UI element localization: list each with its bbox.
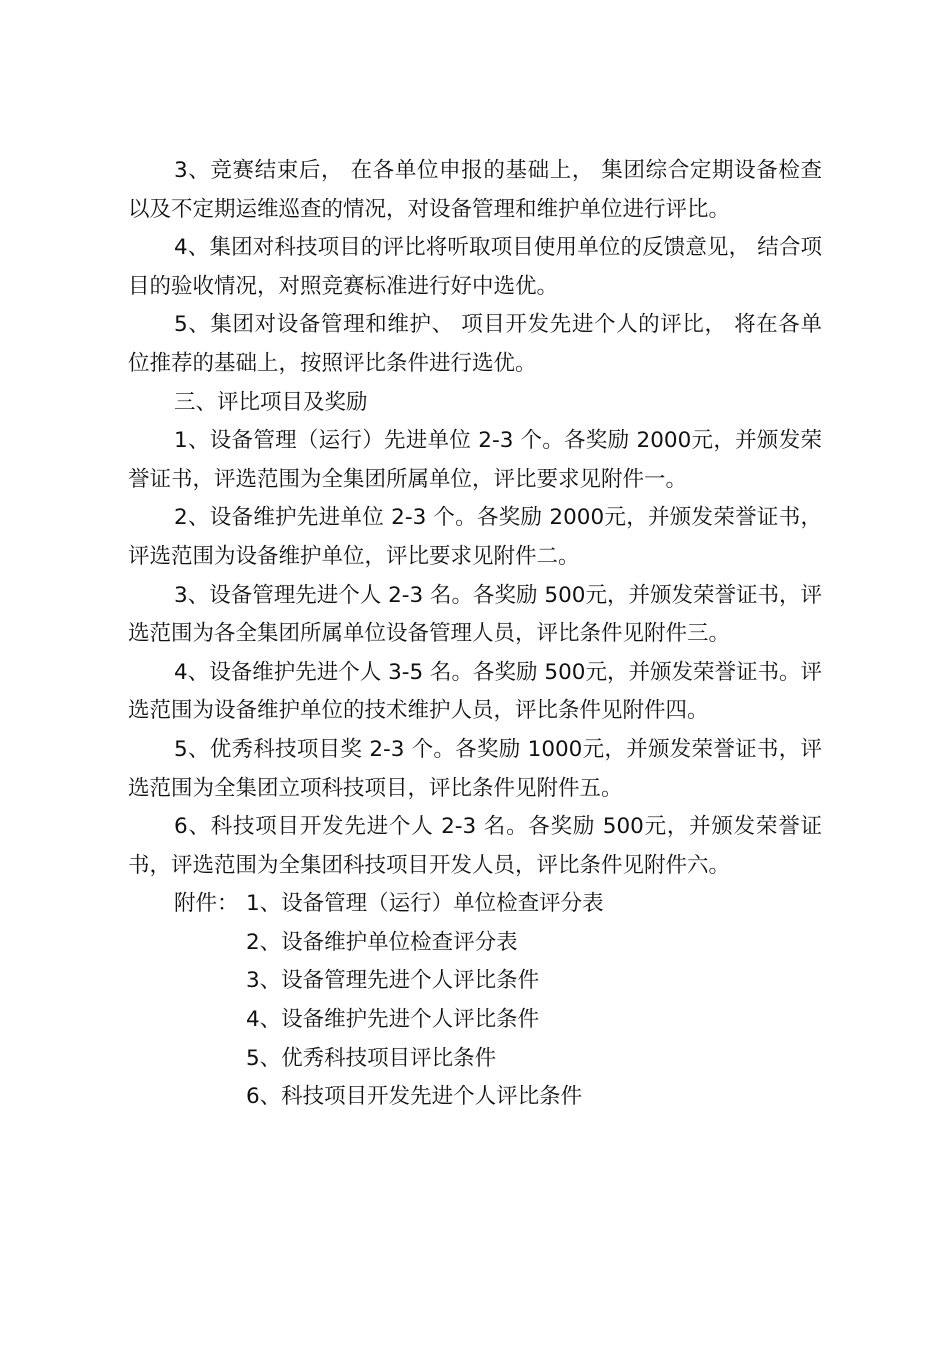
award-item: 1、设备管理（运行）先进单位 2-3 个。各奖励 2000元，并颁发荣誉证书，评选范围为全集团所属单位，评比要求见附件一。 xyxy=(128,428,822,492)
attachment-item: 1、设备管理（运行）单位检查评分表 xyxy=(246,891,604,917)
paragraph-individual-evaluation: 5、集团对设备管理和维护、 项目开发先进个人的评比， 将在各单位推荐的基础上，按照评比条件进行选优。 xyxy=(128,312,822,376)
attachment-row xyxy=(128,924,822,963)
attachment-item: 3、设备管理先进个人评比条件 xyxy=(246,968,540,994)
attachment-row xyxy=(128,962,822,1001)
award-item: 2、设备维护先进单位 2-3 个。各奖励 2000元，并颁发荣誉证书，评选范围为设备维护单位，评比要求见附件二。 xyxy=(128,505,822,569)
attachment-item: 2、设备维护单位检查评分表 xyxy=(246,929,518,955)
award-item: 5、优秀科技项目奖 2-3 个。各奖励 1000元，并颁发荣誉证书，评选范围为全集团立项科技项目，评比条件见附件五。 xyxy=(128,736,822,801)
paragraph-evaluation-basis: 3、竞赛结束后， 在各单位申报的基础上， 集团综合定期设备检查以及不定期运维巡查的情况，对设备管理和维护单位进行评比。 xyxy=(128,158,822,222)
award-item: 4、设备维护先进个人 3-5 名。各奖励 500元，并颁发荣誉证书。评选范围为设备维护单位的技术维护人员，评比条件见附件四。 xyxy=(128,659,822,724)
attachment-item: 6、科技项目开发先进个人评比条件 xyxy=(246,1084,583,1110)
section-heading: 三、评比项目及奖励 xyxy=(174,389,368,415)
document-body xyxy=(128,152,822,1117)
attachments-list xyxy=(128,885,822,1117)
attachments-label: 附件： xyxy=(174,891,239,917)
award-item: 6、科技项目开发先进个人 2-3 名。各奖励 500元，并颁发荣誉证书，评选范围为全集团科技项目开发人员，评比条件见附件六。 xyxy=(128,814,822,878)
attachment-row xyxy=(128,885,822,924)
attachment-row xyxy=(128,1040,822,1079)
paragraph-project-evaluation: 4、集团对科技项目的评比将听取项目使用单位的反馈意见， 结合项目的验收情况，对照竞赛标准进行好中选优。 xyxy=(128,235,822,299)
award-item: 3、设备管理先进个人 2-3 名。各奖励 500元，并颁发荣誉证书，评选范围为各全集团所属单位设备管理人员，评比条件见附件三。 xyxy=(128,582,822,647)
attachment-item: 4、设备维护先进个人评比条件 xyxy=(246,1007,540,1033)
attachment-row xyxy=(128,1078,822,1117)
attachment-row xyxy=(128,1001,822,1040)
attachment-item: 5、优秀科技项目评比条件 xyxy=(246,1045,497,1071)
